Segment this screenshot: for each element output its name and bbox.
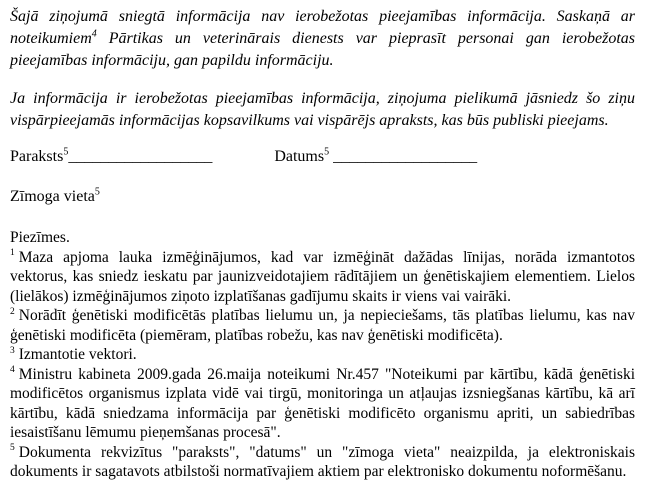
footnotes-heading: Piezīmes. [10,229,70,246]
zimoga-vieta-field [10,186,635,208]
footnote-3-marker: 3 [10,345,15,356]
datums-footnote-ref: 5 [324,146,330,158]
paraksts-field [10,148,212,165]
paraksts-label: Paraksts [10,148,64,165]
footnotes-section [10,228,635,482]
footnote-2-text: Norādīt ģenētiski modificētās platības lielumu un, ja nepieciešams, tās platības lielumu, kas nav ģenētiski modificēta (piemēram, platības robežu, kas nav ģenētiski modificēta). [10,307,635,344]
footnote-1 [10,248,635,307]
footnote-1-marker: 1 [10,248,15,259]
footnote-2 [10,306,635,345]
intro-p1-text-cont: Pārtikas un veterinārais dienests var pieprasīt personai gan ierobežotas pieejamības informāciju, gan papildu informāciju. [10,30,635,69]
datums-blank-line[interactable]: __________________ [329,148,478,165]
footnote-4 [10,365,635,443]
zimoga-footnote-ref: 5 [94,186,100,198]
footnote-1-text: Maza apjoma lauka izmēģinājumos, kad var izmēģināt dažādas līnijas, norāda izmantotos vektorus, kas sniedz ieskatu par jaunizveidotajiem rādītājiem un ģenētiskajiem elementiem. Lielos (lielākos) izmēģinājumos ziņoto izplatīšanas gadījumu skaits ir viens vai vairāki. [10,248,635,305]
footnote-4-text: Ministru kabineta 2009.gada 26.maija noteikumi Nr.457 "Noteikumi par kārtību, kādā ģenētiski modificētos organismus izplata vidē vai tirgū, monitoringa un atļaujas izsniegšanas kārtību, kā arī kārtību, kādā sniedzama informācija par ģenētiski modificēto organismu apriti, un sabiedrības iesaistīšanu lēmumu pieņemšanas procesā". [10,365,635,441]
paraksts-footnote-ref: 5 [63,146,69,158]
intro-paragraph-1 [10,6,635,72]
footnote-3-text: Izmantotie vektori. [18,346,137,363]
footnote-3 [10,345,635,365]
footnote-4-marker: 4 [10,365,15,376]
paraksts-blank-line[interactable]: __________________ [68,148,213,165]
footnote-5 [10,443,635,482]
footnote-ref-4: 4 [91,28,97,40]
datums-field [274,148,477,165]
zimoga-vieta-label: Zīmoga vieta [10,188,95,205]
signature-date-row [10,146,635,168]
datums-label: Datums [274,148,325,165]
footnote-5-text: Dokumenta rekvizītus "paraksts", "datums" un "zīmoga vieta" neaizpilda, ja elektroniskais dokuments ir sagatavots atbilstoši normatīvajiem aktiem par elektronisko dokumentu noformēšanu. [10,443,635,480]
footnote-2-marker: 2 [10,306,15,317]
intro-paragraph-2: Ja informācija ir ierobežotas pieejamības informācija, ziņojuma pielikumā jāsniedz šo ziņu vispārpieejamās informācijas kopsavilkums vai vispārējs apraksts, kas būs publiski pieejams. [10,90,635,129]
footnote-5-marker: 5 [10,443,15,454]
intro-p1-text: Šajā ziņojumā sniegtā informācija nav ierobežotas pieejamības informācija. Saskaņā ar noteikumiem [10,8,635,47]
